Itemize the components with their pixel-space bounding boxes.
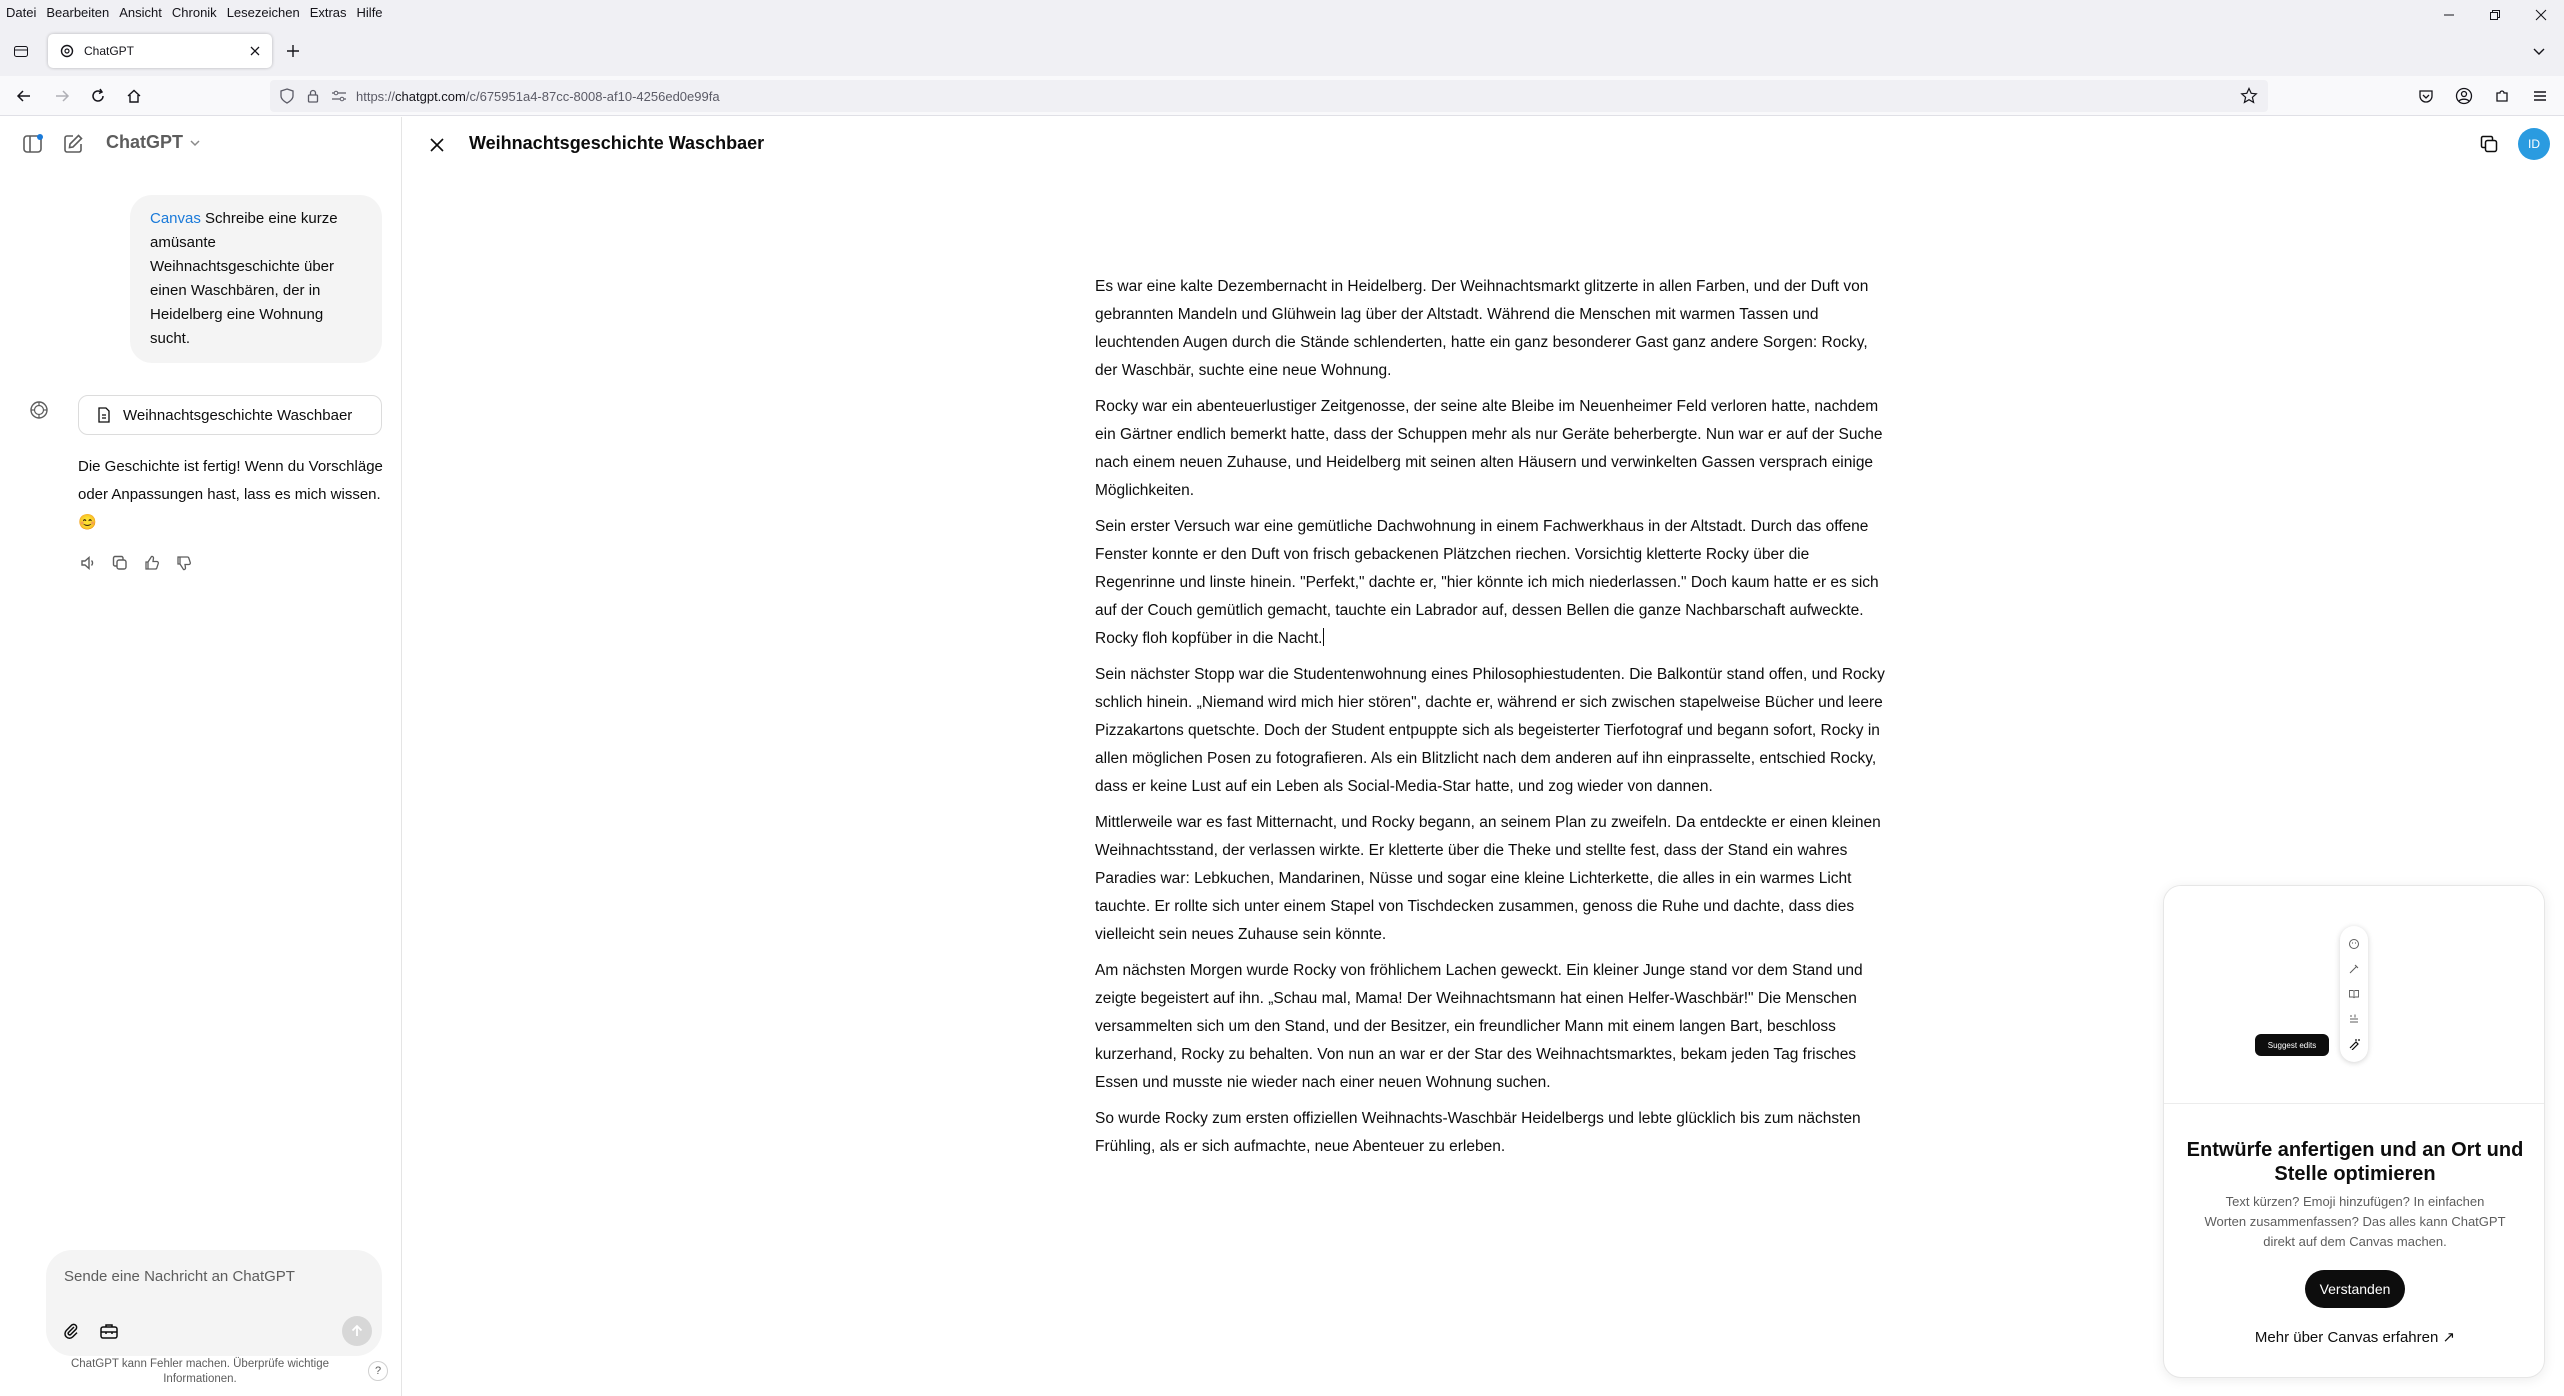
document-icon — [95, 406, 113, 424]
sidebar-toggle-icon — [22, 133, 44, 155]
tracking-protection-icon[interactable] — [278, 87, 296, 105]
model-selector[interactable] — [106, 132, 201, 153]
arrow-right-icon — [54, 88, 70, 104]
suggest-edits-icon — [2347, 1037, 2361, 1051]
user-message-text: Schreibe eine kurze amüsante Weihnachtsgeschichte über einen Waschbären, der in Heidelberg eine Wohnung sucht. — [150, 210, 338, 347]
tab-title: ChatGPT — [84, 44, 135, 58]
menu-hilfe[interactable]: Hilfe — [356, 4, 383, 20]
text-cursor — [1323, 628, 1324, 646]
url-bar[interactable] — [270, 80, 2268, 112]
menu-extras[interactable]: Extras — [309, 4, 347, 20]
home-icon — [126, 88, 142, 104]
menu-lesezeichen[interactable]: Lesezeichen — [226, 4, 300, 20]
onboarding-body: Text kürzen? Emoji hinzufügen? In einfachen Worten zusammenfassen? Das alles kann ChatGPT direkt auf dem Canvas machen. — [2204, 1194, 2506, 1249]
pocket-icon — [2418, 88, 2434, 104]
disclaimer-text: ChatGPT kann Fehler machen. Überprüfe wichtige Informationen. — [70, 1358, 330, 1385]
navigation-bar — [0, 76, 2564, 116]
url-text[interactable]: https://chatgpt.com/c/675951a4-87cc-8008-af10-4256ed0e99fa — [356, 88, 720, 104]
bookmark-star-icon[interactable] — [2240, 87, 2258, 105]
copy-icon — [2479, 134, 2499, 154]
adjust-length-icon — [2347, 1012, 2361, 1026]
user-message — [130, 195, 382, 363]
send-button[interactable] — [342, 1316, 372, 1346]
onboarding-illustration — [2164, 886, 2545, 1104]
reload-icon — [90, 88, 106, 104]
copy-icon — [111, 554, 129, 572]
openai-logo-icon — [26, 397, 52, 423]
learn-more-link[interactable]: Mehr über Canvas erfahren ↗ — [2254, 1329, 2456, 1346]
toggle-sidebar-button[interactable] — [20, 131, 46, 157]
polish-icon — [2347, 962, 2361, 976]
tabs-list-icon — [13, 43, 29, 59]
thumbs-down-icon — [175, 554, 193, 572]
reading-level-icon — [2347, 987, 2361, 1001]
hamburger-menu-icon — [2532, 88, 2548, 104]
close-icon — [250, 46, 260, 56]
close-canvas-button[interactable] — [425, 133, 449, 157]
forward-button[interactable] — [50, 84, 74, 108]
read-aloud-button[interactable] — [78, 553, 98, 573]
open-canvas-document-button[interactable] — [78, 395, 382, 435]
canvas-document[interactable] — [1095, 273, 1885, 1169]
lock-icon[interactable] — [304, 87, 322, 105]
assistant-message: Die Geschichte ist fertig! Wenn du Vorschläge oder Anpassungen hast, lass es mich wissen. 😊 — [78, 458, 383, 531]
sidebar-header — [0, 117, 402, 169]
chevron-down-icon — [189, 137, 201, 149]
menu-chronik[interactable]: Chronik — [171, 4, 217, 20]
paragraph[interactable]: Am nächsten Morgen wurde Rocky von fröhlichem Lachen geweckt. Ein kleiner Junge stand vor dem Stand und zeigte begeistert auf ihn. „Schau mal, Mama! Der Weihnachtsmann hat einen Helfer-Waschbär!" Die Menschen versammelten sich um den Stand, und der Besitzer, ein freundlicher Mann mit einem langen Bart, beschloss kurzerhand, Rocky zu behalten. Von nun an war er der Star des Weihnachtsmarktes, bekam jeden Tag frisches Essen und musste nie wieder nach einer neuen Wohnung suchen. — [1095, 962, 1863, 1091]
openai-logo-icon — [60, 44, 74, 58]
menu-datei[interactable]: Datei — [6, 4, 37, 20]
toolbox-icon — [99, 1322, 119, 1340]
minimize-icon — [2443, 9, 2455, 21]
paragraph[interactable] — [1095, 513, 1885, 653]
home-button[interactable] — [122, 84, 146, 108]
chat-sidebar — [0, 117, 402, 1396]
restore-icon — [2489, 9, 2501, 21]
canvas-document-label: Weihnachtsgeschichte Waschbaer — [123, 406, 353, 424]
menu-ansicht[interactable]: Ansicht — [119, 4, 162, 20]
chevron-down-icon — [2532, 44, 2546, 58]
arrow-left-icon — [16, 88, 32, 104]
canvas-tag: Canvas — [150, 210, 201, 227]
puzzle-icon — [2494, 88, 2510, 104]
onboarding-heading: Entwürfe anfertigen und an Ort und Stelle optimieren — [2186, 1139, 2524, 1185]
tab-bar — [0, 24, 2564, 76]
thumbs-up-icon — [143, 554, 161, 572]
edit-icon — [62, 133, 84, 155]
copy-button[interactable] — [110, 553, 130, 573]
close-icon — [2535, 9, 2547, 21]
paragraph[interactable]: Es war eine kalte Dezembernacht in Heidelberg. Der Weihnachtsmarkt glitzerte in allen Farben, und der Duft von gebrannten Mandeln und Glühwein lag über der Altstadt. Während die Menschen mit warmen Tassen und leuchtenden Augen durch die Stände schlenderten, hatte ein ganz besonderer Gast ganz andere Sorgen: Rocky, der Waschbär, suchte eine neue Wohnung. — [1095, 278, 1869, 379]
thumbs-up-button[interactable] — [142, 553, 162, 573]
paragraph[interactable]: Mittlerweile war es fast Mitternacht, und Rocky begann, an seinem Plan zu zweifeln. Da entdeckte er einen kleinen Weihnachtsstand, der verlassen wirkte. Er kletterte über die Theke und stellte fest, dass der Stand ein wahres Paradies war: Lebkuchen, Mandarinen, Nüsse und sogar eine kleine Lichterkette, die alles in ein warmes Licht tauchte. Er rollte sich unter einem Stapel von Tischdecken zusammen, genoss die Ruhe und dachte, dass dies vielleicht sein neues Zuhause sein könnte. — [1095, 814, 1881, 943]
paragraph[interactable]: Sein nächster Stopp war die Studentenwohnung eines Philosophiestudenten. Die Balkontür stand offen, und Rocky schlich hinein. „Niemand wird mich hier stören", dachte er, während er sich zwischen stapelweise Bücher und leere Pizzakartons quetschte. Doch der Student entpuppte sich als begeisterter Tierfotograf und begann sofort, Rocky in allen möglichen Posen zu fotografieren. Als ein Blitzlicht nach dem anderen auf ihn einprasselte, entschied Rocky, dass er keine Lust auf ein Leben als Social-Media-Star hatte, und zog wieder von dannen. — [1095, 666, 1885, 795]
menu-bar — [0, 0, 2564, 24]
reload-button[interactable] — [86, 84, 110, 108]
speaker-icon — [79, 554, 97, 572]
account-icon — [2455, 87, 2473, 105]
suggest-edits-tooltip: Suggest edits — [2255, 1034, 2329, 1056]
new-chat-button[interactable] — [60, 131, 86, 157]
menu-bearbeiten[interactable]: Bearbeiten — [46, 4, 110, 20]
tab-chatgpt[interactable] — [48, 34, 272, 68]
extensions-button[interactable] — [2490, 84, 2514, 108]
composer-input[interactable]: Sende eine Nachricht an ChatGPT — [64, 1268, 295, 1285]
thumbs-down-button[interactable] — [174, 553, 194, 573]
understood-button[interactable]: Verstanden — [2305, 1270, 2405, 1308]
canvas-title: Weihnachtsgeschichte Waschbaer — [469, 133, 765, 153]
plus-icon — [286, 44, 300, 58]
back-button[interactable] — [12, 84, 36, 108]
paperclip-icon — [62, 1322, 80, 1340]
tools-button[interactable] — [96, 1318, 122, 1344]
model-selector-label: ChatGPT — [106, 132, 184, 152]
attach-button[interactable] — [58, 1318, 84, 1344]
message-actions — [78, 553, 194, 573]
close-icon — [429, 137, 445, 153]
tab-list-button[interactable] — [10, 40, 32, 62]
pocket-button[interactable] — [2414, 84, 2438, 108]
emoji-icon — [2347, 937, 2361, 951]
illustration-edit-toolbar — [2340, 926, 2368, 1062]
list-all-tabs-button[interactable] — [2528, 40, 2550, 62]
new-tab-button[interactable] — [282, 40, 304, 62]
copy-document-button[interactable] — [2476, 131, 2502, 157]
arrow-up-icon — [350, 1324, 364, 1338]
paragraph-text: Sein erster Versuch war eine gemütliche Dachwohnung in einem Fachwerkhaus in der Altstadt. Durch das offene Fenster konnte er den Duft von frisch gebackenen Plätzchen riechen. Vorsichtig kletterte Rocky über die Regenrinne und linste hinein. "Perfekt," dachte er, "hier könnte ich mich niederlassen." Doch kaum hatte er es sich auf der Couch gemütlich gemacht, tauchte ein Labrador auf, dessen Bellen die ganze Nachbarschaft aufweckte. Rocky floh kopfüber in die Nacht. — [1095, 518, 1879, 647]
paragraph[interactable]: So wurde Rocky zum ersten offiziellen Weihnachts-Waschbär Heidelbergs und lebte glücklich bis zum nächsten Frühling, als er sich aufmachte, neue Abenteuer zu erleben. — [1095, 1110, 1861, 1155]
tab-close-button[interactable] — [244, 40, 266, 62]
permissions-icon[interactable] — [330, 87, 348, 105]
paragraph[interactable]: Rocky war ein abenteuerlustiger Zeitgenosse, der seine alte Bleibe im Neuenheimer Feld verloren hatte, nachdem ein Gärtner endlich bemerkt hatte, dass der Schuppen mehr als nur Geräte beherbergte. Nun war er auf der Suche nach einem neuen Zuhause, und Heidelberg mit seinen alten Häusern und verwinkelten Gassen versprach einige Möglichkeiten. — [1095, 398, 1883, 499]
canvas-onboarding-card — [2163, 885, 2545, 1378]
message-composer[interactable] — [46, 1250, 382, 1356]
user-avatar[interactable]: ID — [2518, 128, 2550, 160]
help-button[interactable]: ? — [368, 1361, 388, 1381]
app-menu-button[interactable] — [2528, 84, 2552, 108]
toolbar-right — [2414, 84, 2552, 108]
account-button[interactable] — [2452, 84, 2476, 108]
